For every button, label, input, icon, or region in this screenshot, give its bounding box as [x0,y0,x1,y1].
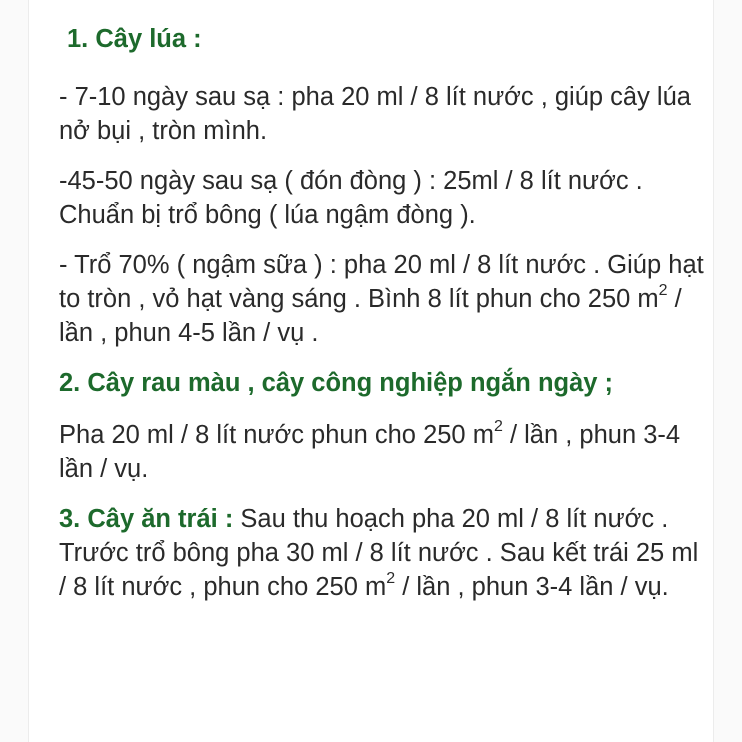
section-1-paragraph-2: -45-50 ngày sau sạ ( đón đòng ) : 25ml / 8 lít nước . Chuẩn bị trổ bông ( lúa ngậm đòng ). [59,167,643,229]
paragraph-text: Pha 20 ml / 8 lít nước phun cho 250 m [59,421,494,449]
superscript: 2 [493,417,503,435]
paragraph-text: / lần , phun 3-4 lần / vụ. [59,421,681,483]
section-1-paragraph-1: - 7-10 ngày sau sạ : pha 20 ml / 8 lít nước , giúp cây lúa nở bụi , tròn mình. [59,83,691,145]
paragraph-text: - Trổ 70% ( ngậm sữa ) : pha 20 ml / 8 lít nước . Giúp hạt to tròn , vỏ hạt vàng sáng . Bình 8 lít phun cho 250 m [59,251,704,313]
section-1-paragraph-3 [59,248,709,350]
paragraph-text: / lần , phun 3-4 lần / vụ. [395,573,669,601]
article-content [59,22,709,604]
paragraph-text: Sau thu hoạch pha 20 ml / 8 lít nước . Trước trổ bông pha 30 ml / 8 lít nước . Sau kết trái 25 ml / 8 lít nước , phun cho 250 m [59,505,699,601]
superscript: 2 [386,569,396,587]
section-1-heading: 1. Cây lúa : [67,25,202,53]
section-2-heading: 2. Cây rau màu , cây công nghiệp ngắn ngày ; [59,369,614,397]
paragraph-text: / lần , phun 4-5 lần / vụ . [59,285,682,347]
article-card [28,0,714,742]
section-3-paragraph [59,502,709,604]
section-2-paragraph-1 [59,418,709,486]
section-3-label: 3. Cây ăn trái : [59,505,234,533]
superscript: 2 [658,281,668,299]
